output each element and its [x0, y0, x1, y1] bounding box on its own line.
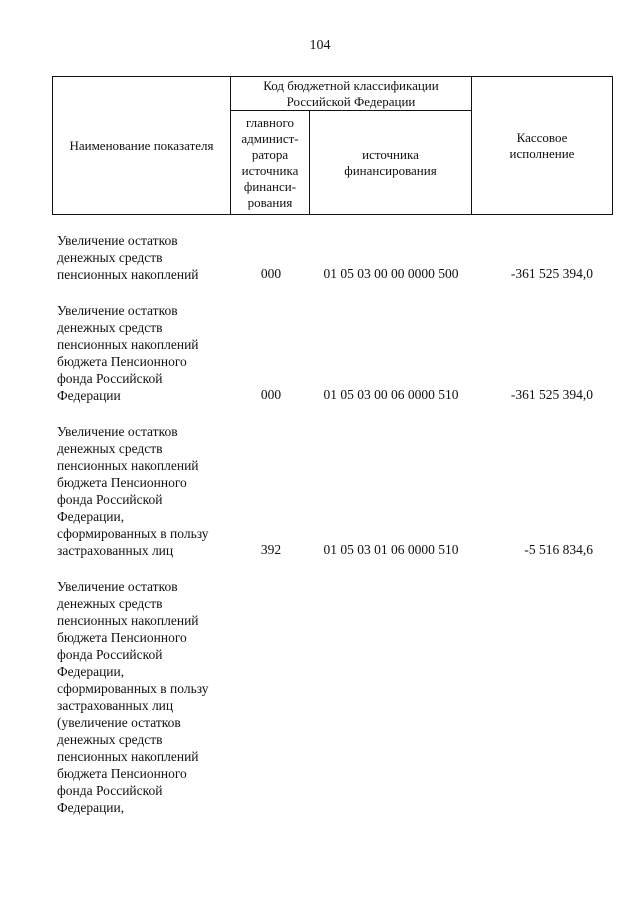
header-admin-column: главного админист- ратора источника финанси- рования — [241, 114, 299, 210]
table-row-code: 01 05 03 00 00 0000 500 — [323, 266, 459, 281]
table-row-code: 01 05 03 01 06 0000 510 — [323, 542, 459, 557]
page-number: 104 — [309, 38, 331, 53]
table-row-amount: -361 525 394,0 — [510, 387, 593, 402]
table-row-name: Увеличение остатков денежных средств пенсионных накоплений бюджета Пенсионного фонда Российской Федерации, сформированных в пользу застрахованных лиц (увеличение остатков денежных средств пенсионных накоплений бюджета Пенсионного фонда Российской Федерации, — [57, 579, 209, 815]
header-name-column: Наименование показателя — [69, 137, 214, 153]
table-row-code: 01 05 03 00 06 0000 510 — [323, 387, 459, 402]
header-code-group: Код бюджетной классификации Российской Федерации — [263, 77, 439, 109]
header-source-column: источника финансирования — [344, 146, 437, 178]
table-row-admin: 392 — [260, 542, 282, 557]
table-row-admin: 000 — [260, 387, 282, 402]
table-row-name: Увеличение остатков денежных средств пенсионных накоплений бюджета Пенсионного фонда Российской Федерации, сформированных в пользу застрахованных лиц — [57, 424, 209, 558]
header-amount-column: Кассовое исполнение — [509, 129, 575, 161]
table-row-admin: 000 — [260, 266, 282, 281]
table-row-amount: -5 516 834,6 — [524, 542, 593, 557]
table-row-name: Увеличение остатков денежных средств пенсионных накоплений бюджета Пенсионного фонда Российской Федерации — [57, 303, 199, 403]
table-row-name: Увеличение остатков денежных средств пенсионных накоплений — [57, 233, 199, 282]
table-row-amount: -361 525 394,0 — [510, 266, 593, 281]
